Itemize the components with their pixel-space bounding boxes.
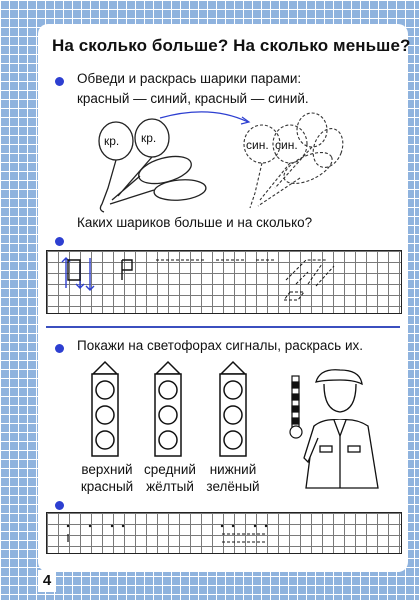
task2-text: Покажи на светофорах сигналы, раскрась их. (77, 338, 363, 353)
caption-position: верхний (81, 462, 133, 477)
traffic-light-3-caption (198, 461, 268, 495)
sample-writing (46, 250, 400, 312)
pairing-arrow (160, 112, 248, 122)
caption-color: жёлтый (146, 479, 194, 494)
caption-position: средний (144, 462, 196, 477)
traffic-light-1 (92, 362, 118, 456)
balloon-label-blue-2: син. (275, 138, 298, 152)
page-number: 4 (38, 570, 56, 592)
balloon-label-red-1: кр. (104, 134, 120, 148)
caption-color: красный (80, 479, 134, 494)
traffic-lights (75, 360, 275, 460)
task-bullet (55, 77, 64, 86)
caption-position: нижний (209, 462, 257, 477)
traffic-controller-illustration (284, 362, 394, 488)
traffic-light-3 (220, 362, 246, 456)
balloon-label-red-2: кр. (141, 131, 157, 145)
section-divider (46, 326, 400, 328)
task-bullet (55, 344, 64, 353)
sample-dots (46, 512, 400, 552)
task1-line2: красный — синий, красный — синий. (77, 91, 309, 106)
question-text: Каких шариков больше и на сколько? (77, 215, 313, 230)
balloon-label-blue-1: син. (246, 138, 269, 152)
task-bullet (55, 237, 64, 246)
traffic-light-1-caption (72, 461, 142, 495)
dashed-balloons (244, 113, 348, 208)
balloons-illustration (90, 108, 370, 218)
traffic-light-2 (155, 362, 181, 456)
caption-color: зелёный (206, 479, 260, 494)
task-bullet (55, 501, 64, 510)
task1-line1: Обведи и раскрась шарики парами: (77, 71, 302, 86)
page-title: На сколько больше? На сколько меньше? (52, 36, 411, 55)
traffic-light-2-caption (135, 461, 205, 495)
